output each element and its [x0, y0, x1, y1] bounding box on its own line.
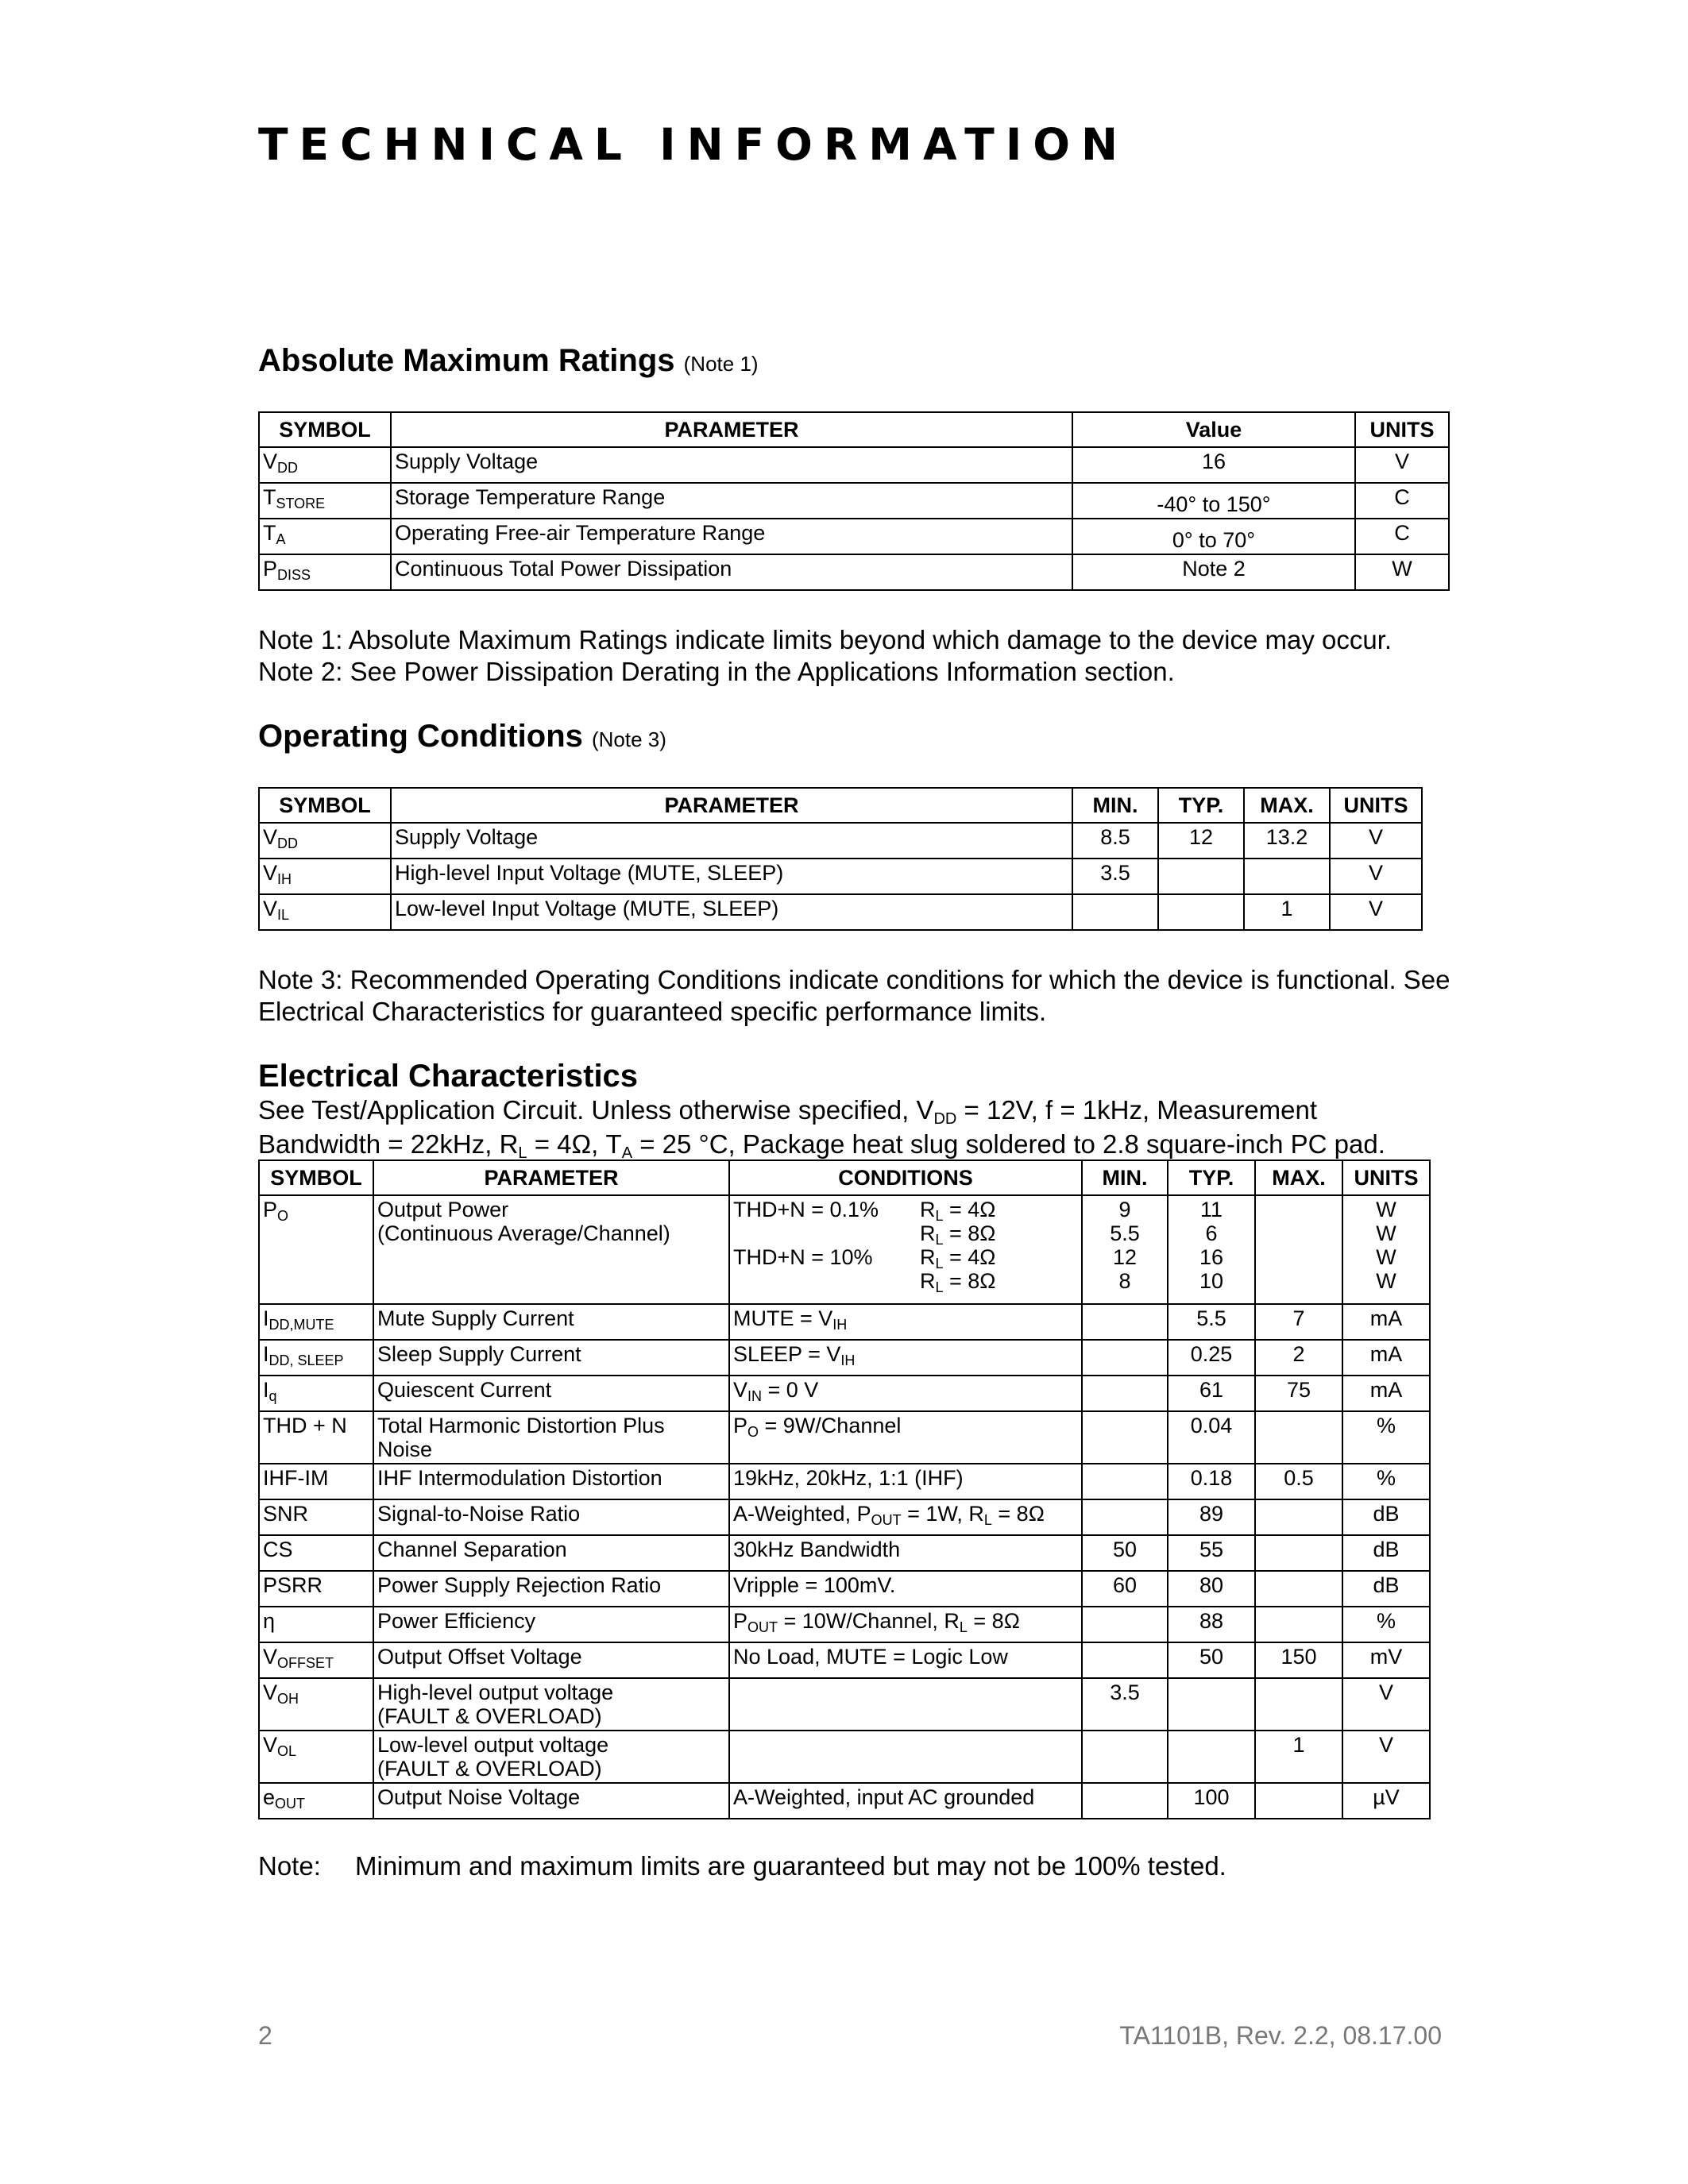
ec-table	[258, 1160, 1431, 1819]
typ-cell	[1158, 894, 1244, 930]
conditions-cell: THD+N = 0.1% $R_L = 4\Omega$ $R_L = 8\Omega$ THD+N = 10% $R_L = 4\Omega$ $R_L = 8\Omega$	[729, 1195, 1082, 1304]
oc-header-row	[259, 788, 1422, 823]
conditions-cell: $V_{IN} = 0$ V	[729, 1376, 1082, 1411]
oc-header-min: MIN.	[1072, 788, 1158, 823]
amr-header-row	[259, 412, 1449, 447]
symbol-cell: $I_{DD, SLEEP}$	[259, 1340, 373, 1376]
min-cell: 8.5	[1072, 823, 1158, 859]
table-row	[259, 519, 1449, 554]
typ-cell: 55	[1168, 1535, 1255, 1571]
min-cell	[1082, 1340, 1168, 1376]
oc-title: Operating Conditions	[258, 719, 583, 754]
units-cell: %	[1342, 1411, 1430, 1464]
conditions-cell: No Load, MUTE = Logic Low	[729, 1642, 1082, 1678]
typ-cell: 0.25	[1168, 1340, 1255, 1376]
typ-cell: 11 6 16 10	[1168, 1195, 1255, 1304]
ec-header-conditions: CONDITIONS	[729, 1160, 1082, 1195]
symbol-cell: SNR	[259, 1499, 373, 1535]
parameter-cell: Storage Temperature Range	[391, 483, 1072, 519]
typ-cell: 0.18	[1168, 1464, 1255, 1499]
typ-cell: 80	[1168, 1571, 1255, 1607]
amr-table	[258, 411, 1450, 591]
max-cell	[1255, 1783, 1342, 1819]
conditions-cell: A-Weighted, input AC grounded	[729, 1783, 1082, 1819]
conditions-cell	[729, 1731, 1082, 1783]
min-cell	[1082, 1499, 1168, 1535]
parameter-cell: Output Power (Continuous Average/Channel)	[373, 1195, 729, 1304]
typ-cell: 12	[1158, 823, 1244, 859]
amr-header-symbol: SYMBOL	[259, 412, 391, 447]
ec-note-label: Note:	[258, 1851, 321, 1881]
conditions-cell: MUTE = $V_{IH}$	[729, 1304, 1082, 1340]
min-cell	[1082, 1642, 1168, 1678]
page-title: TECHNICAL INFORMATION	[258, 119, 1130, 170]
units-cell: V	[1330, 894, 1422, 930]
conditions-cell: $P_O$ = 9W/Channel	[729, 1411, 1082, 1464]
symbol-cell: $T_{STORE}$	[259, 483, 391, 519]
max-cell: 1	[1244, 894, 1330, 930]
parameter-cell: Supply Voltage	[391, 823, 1072, 859]
table-row	[259, 1499, 1430, 1535]
oc-header-symbol: SYMBOL	[259, 788, 391, 823]
amr-title: Absolute Maximum Ratings	[258, 343, 675, 378]
table-row	[259, 1535, 1430, 1571]
max-cell: 75	[1255, 1376, 1342, 1411]
oc-header-typ: TYP.	[1158, 788, 1244, 823]
min-cell	[1082, 1411, 1168, 1464]
units-cell: dB	[1342, 1571, 1430, 1607]
table-row	[259, 1195, 1430, 1304]
table-row	[259, 1464, 1430, 1499]
units-cell: V	[1330, 859, 1422, 894]
max-cell	[1255, 1535, 1342, 1571]
symbol-cell: $V_{OH}$	[259, 1678, 373, 1731]
conditions-cell: 30kHz Bandwidth	[729, 1535, 1082, 1571]
table-row	[259, 1607, 1430, 1642]
symbol-cell: $V_{OFFSET}$	[259, 1642, 373, 1678]
symbol-cell: THD + N	[259, 1411, 373, 1464]
oc-header-max: MAX.	[1244, 788, 1330, 823]
symbol-cell: $V_{IL}$	[259, 894, 391, 930]
max-cell: 2	[1255, 1340, 1342, 1376]
symbol-cell: $P_{DISS}$	[259, 554, 391, 590]
parameter-cell: Continuous Total Power Dissipation	[391, 554, 1072, 590]
table-row	[259, 1783, 1430, 1819]
parameter-cell: Output Offset Voltage	[373, 1642, 729, 1678]
min-cell: 50	[1082, 1535, 1168, 1571]
symbol-cell: $V_{OL}$	[259, 1731, 373, 1783]
value-cell: Note 2	[1072, 554, 1355, 590]
amr-header-units: UNITS	[1355, 412, 1449, 447]
max-cell: 13.2	[1244, 823, 1330, 859]
amr-section-title	[258, 343, 759, 379]
max-cell	[1244, 859, 1330, 894]
symbol-cell: PSRR	[259, 1571, 373, 1607]
parameter-cell: Power Efficiency	[373, 1607, 729, 1642]
units-cell: V	[1330, 823, 1422, 859]
min-cell	[1072, 894, 1158, 930]
table-row	[259, 894, 1422, 930]
parameter-cell: Sleep Supply Current	[373, 1340, 729, 1376]
ec-note-text: Minimum and maximum limits are guaranteed but may not be 100% tested.	[355, 1851, 1226, 1881]
ec-header-units: UNITS	[1342, 1160, 1430, 1195]
units-cell: mV	[1342, 1642, 1430, 1678]
max-cell	[1255, 1607, 1342, 1642]
value-cell: 0° to 70°	[1072, 519, 1355, 554]
parameter-cell: Power Supply Rejection Ratio	[373, 1571, 729, 1607]
oc-section-title	[258, 719, 666, 754]
oc-title-note: (Note 3)	[592, 727, 666, 751]
conditions-cell: 19kHz, 20kHz, 1:1 (IHF)	[729, 1464, 1082, 1499]
oc-table	[258, 787, 1423, 931]
units-cell: mA	[1342, 1304, 1430, 1340]
symbol-cell: η	[259, 1607, 373, 1642]
table-row	[259, 859, 1422, 894]
max-cell: 7	[1255, 1304, 1342, 1340]
min-cell: 3.5	[1072, 859, 1158, 894]
oc-header-parameter: PARAMETER	[391, 788, 1072, 823]
units-cell: W W W W	[1342, 1195, 1430, 1304]
symbol-cell: $I_q$	[259, 1376, 373, 1411]
typ-cell: 89	[1168, 1499, 1255, 1535]
table-row	[259, 1304, 1430, 1340]
symbol-cell: $e_{OUT}$	[259, 1783, 373, 1819]
parameter-cell: Channel Separation	[373, 1535, 729, 1571]
conditions-cell: $P_{OUT}$ = 10W/Channel, $R_L = 8\Omega$	[729, 1607, 1082, 1642]
typ-cell: 100	[1168, 1783, 1255, 1819]
parameter-cell: IHF Intermodulation Distortion	[373, 1464, 729, 1499]
value-cell: 16	[1072, 447, 1355, 483]
symbol-cell: $T_A$	[259, 519, 391, 554]
document-revision: TA1101B, Rev. 2.2, 08.17.00	[1119, 2021, 1442, 2050]
parameter-cell: Low-level Input Voltage (MUTE, SLEEP)	[391, 894, 1072, 930]
max-cell	[1255, 1678, 1342, 1731]
table-row	[259, 1678, 1430, 1731]
parameter-cell: Total Harmonic Distortion Plus Noise	[373, 1411, 729, 1464]
amr-header-parameter: PARAMETER	[391, 412, 1072, 447]
units-cell: %	[1342, 1464, 1430, 1499]
max-cell	[1255, 1571, 1342, 1607]
units-cell: mA	[1342, 1376, 1430, 1411]
units-cell: C	[1355, 483, 1449, 519]
parameter-cell: High-level Input Voltage (MUTE, SLEEP)	[391, 859, 1072, 894]
max-cell: 1	[1255, 1731, 1342, 1783]
ec-header-min: MIN.	[1082, 1160, 1168, 1195]
units-cell: µV	[1342, 1783, 1430, 1819]
amr-note-2: Note 2: See Power Dissipation Derating in the Applications Information section.	[258, 657, 1175, 686]
table-row	[259, 1571, 1430, 1607]
oc-note-line-1: Note 3: Recommended Operating Conditions indicate conditions for which the device is functional. See	[258, 965, 1450, 994]
min-cell	[1082, 1783, 1168, 1819]
units-cell: mA	[1342, 1340, 1430, 1376]
symbol-cell: $I_{DD,MUTE}$	[259, 1304, 373, 1340]
min-cell	[1082, 1376, 1168, 1411]
parameter-cell: Output Noise Voltage	[373, 1783, 729, 1819]
table-row	[259, 1731, 1430, 1783]
max-cell: 150	[1255, 1642, 1342, 1678]
parameter-cell: Quiescent Current	[373, 1376, 729, 1411]
page-number: 2	[258, 2021, 272, 2050]
symbol-cell: $V_{IH}$	[259, 859, 391, 894]
typ-cell	[1168, 1731, 1255, 1783]
max-cell	[1255, 1411, 1342, 1464]
oc-note-line-2: Electrical Characteristics for guaranteed specific performance limits.	[258, 997, 1047, 1026]
table-row	[259, 1376, 1430, 1411]
conditions-cell: Vripple = 100mV.	[729, 1571, 1082, 1607]
oc-header-units: UNITS	[1330, 788, 1422, 823]
typ-cell	[1158, 859, 1244, 894]
units-cell: C	[1355, 519, 1449, 554]
max-cell: 0.5	[1255, 1464, 1342, 1499]
table-row	[259, 1340, 1430, 1376]
units-cell: %	[1342, 1607, 1430, 1642]
symbol-cell: CS	[259, 1535, 373, 1571]
min-cell: 60	[1082, 1571, 1168, 1607]
typ-cell: 61	[1168, 1376, 1255, 1411]
min-cell	[1082, 1464, 1168, 1499]
amr-header-value: Value	[1072, 412, 1355, 447]
amr-note-1: Note 1: Absolute Maximum Ratings indicate limits beyond which damage to the device may occur.	[258, 625, 1393, 654]
ec-header-row	[259, 1160, 1430, 1195]
symbol-cell: $P_O$	[259, 1195, 373, 1304]
conditions-cell	[729, 1678, 1082, 1731]
value-cell: -40° to 150°	[1072, 483, 1355, 519]
conditions-cell: SLEEP = $V_{IH}$	[729, 1340, 1082, 1376]
conditions-cell: A-Weighted, $P_{OUT} = 1W$, $R_L = 8\Omega$	[729, 1499, 1082, 1535]
ec-header-max: MAX.	[1255, 1160, 1342, 1195]
table-row	[259, 554, 1449, 590]
amr-title-note: (Note 1)	[683, 352, 759, 376]
min-cell	[1082, 1607, 1168, 1642]
parameter-cell: Mute Supply Current	[373, 1304, 729, 1340]
units-cell: W	[1355, 554, 1449, 590]
max-cell	[1255, 1195, 1342, 1304]
parameter-cell: Supply Voltage	[391, 447, 1072, 483]
typ-cell	[1168, 1678, 1255, 1731]
symbol-cell: $V_{DD}$	[259, 447, 391, 483]
parameter-cell: High-level output voltage (FAULT & OVERLOAD)	[373, 1678, 729, 1731]
symbol-cell: $V_{DD}$	[259, 823, 391, 859]
min-cell	[1082, 1304, 1168, 1340]
table-row	[259, 1411, 1430, 1464]
min-cell: 9 5.5 12 8	[1082, 1195, 1168, 1304]
typ-cell: 0.04	[1168, 1411, 1255, 1464]
table-row	[259, 823, 1422, 859]
units-cell: V	[1355, 447, 1449, 483]
table-row	[259, 483, 1449, 519]
min-cell: 3.5	[1082, 1678, 1168, 1731]
ec-header-typ: TYP.	[1168, 1160, 1255, 1195]
table-row	[259, 447, 1449, 483]
ec-header-parameter: PARAMETER	[373, 1160, 729, 1195]
ec-description-line-2: Bandwidth = 22kHz, $R_L = 4\Omega$, $T_A = 25$ °C, Package heat slug soldered to 2.8 square-inch PC pad.	[258, 1129, 1385, 1162]
parameter-cell: Low-level output voltage (FAULT & OVERLOAD)	[373, 1731, 729, 1783]
units-cell: V	[1342, 1731, 1430, 1783]
table-row	[259, 1642, 1430, 1678]
units-cell: dB	[1342, 1535, 1430, 1571]
typ-cell: 88	[1168, 1607, 1255, 1642]
parameter-cell: Operating Free-air Temperature Range	[391, 519, 1072, 554]
max-cell	[1255, 1499, 1342, 1535]
units-cell: V	[1342, 1678, 1430, 1731]
units-cell: dB	[1342, 1499, 1430, 1535]
typ-cell: 50	[1168, 1642, 1255, 1678]
ec-description-line-1: See Test/Application Circuit. Unless otherwise specified, $V_{DD} = 12V$, f = 1kHz, Measurement	[258, 1095, 1318, 1128]
min-cell	[1082, 1731, 1168, 1783]
symbol-cell: IHF-IM	[259, 1464, 373, 1499]
ec-title: Electrical Characteristics	[258, 1059, 639, 1094]
typ-cell: 5.5	[1168, 1304, 1255, 1340]
parameter-cell: Signal-to-Noise Ratio	[373, 1499, 729, 1535]
ec-header-symbol: SYMBOL	[259, 1160, 373, 1195]
